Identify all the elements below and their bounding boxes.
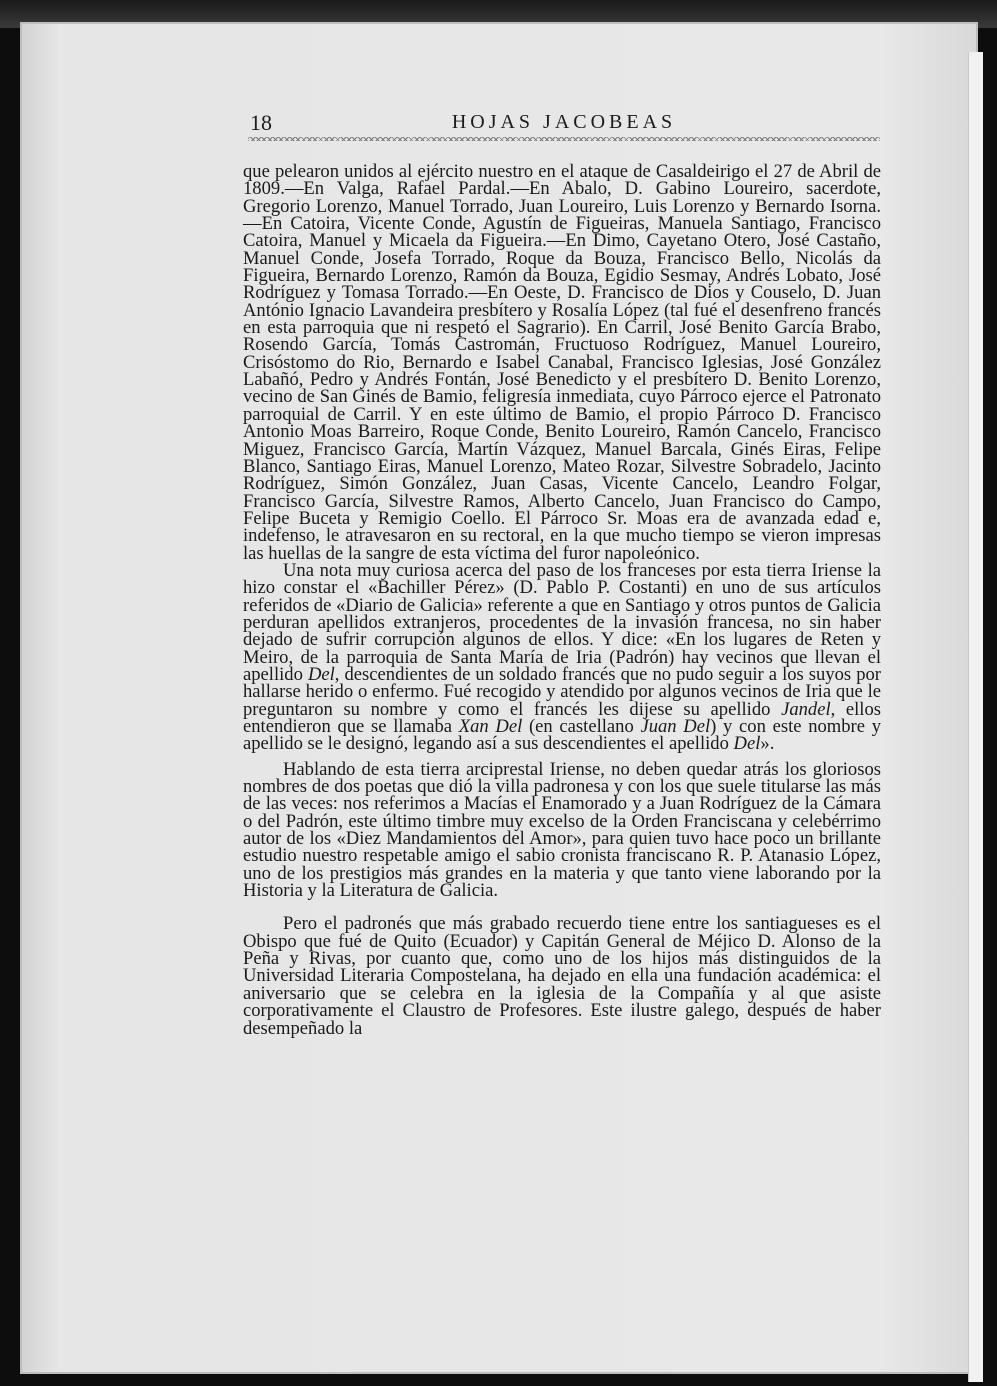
italic-run: Del — [307, 663, 335, 685]
text-run: Una nota muy curiosa acerca del paso de los franceses por esta tierra Iriense la hizo constar el «Bachiller Pérez» (D. Pablo P. Costanti) en uno de sus artículos referidos de «Diario de Galicia» referente a que en Santiago y otros puntos de Galicia perduran apellidos extranjeros, procedentes de la invasión francesa, no sin haber dejado de sufrir corrupción algunos de ellos. Y dice: «En los lugares de Reten y Meiro, de la parroquia de Santa María de Iria (Padrón) hay vecinos que llevan el apellido — [243, 559, 881, 685]
italic-run: Xan Del — [458, 716, 523, 737]
italic-run: Juan Del — [640, 716, 711, 737]
italic-run: Del — [733, 733, 761, 755]
text-run: , descendientes de un soldado francés que no pudo seguir a los suyos por hallarse herido o enfermo. Fué recogido y atendido por algunos vecinos de Iria que le preguntaron su nombre y como el francés les dijese su apellido — [243, 663, 881, 720]
page-header — [248, 110, 880, 136]
text-run: Hablando de esta tierra arciprestal Iriense, no deben quedar atrás los gloriosos nombres de dos poetas que dió la villa padronesa y con los que suele titularse las más de las veces: nos referimos a Macías el Enamorado y a Juan Rodríguez de la Cámara o del Padrón, este último timbre muy excelso de la Orden Franciscana y celebérrimo autor de los «Diez Mandamientos del Amor», para quien tuvo hace poco un brillante estudio nuestro respetable amigo el sabio cronista franciscano R. P. Atanasio López, uno de los prestigios más grandes en la materia y que tanto viene laborando por la Historia y la Literatura de Galicia. — [243, 758, 881, 902]
text-run: que pelearon unidos al ejército nuestro en el ataque de Casaldeirigo el 27 de Abril de 1809.—En Valga, Rafael Pardal.—En Abalo, D. Gabino Loureiro, sacerdote, Gregorio Lorenzo, Manuel Torrado, Juan Loureiro, Luis Lorenzo y Bernardo Isorna.—En Catoira, Vicente Conde, Agustín de Figueiras, Manuela Santiago, Francisco Catoira, Manuel y Micaela da Figueira.—En Dimo, Cayetano Otero, José Castaño, Manuel Conde, Josefa Torrado, Roque da Bouza, Francisco Bello, Nicolás da Figueira, Bernardo Lorenzo, Ramón da Bouza, Egidio Sesmay, Andrés Lobato, José Rodríguez y Tomasa Torrado.—En Oeste, D. Francisco de Dios y Couselo, D. Juan António Ignacio Lavandeira presbítero y Rosalía López (tal fué el desenfreno francés en esta parroquia que ni respetó el Sagrario). En Carril, José Benito García Brabo, Rosendo García, Tomás Castromán, Fructuoso Rodríguez, Manuel Loureiro, Crisóstomo do Rio, Bernardo e Isabel Canabal, Francisco Iglesias, José González Labañó, Pedro y Andrés Fontán, José Benedicto y el presbítero D. Benito Lorenzo, vecino de San Ginés de Bamio, feligresía inmediata, cuyo Párroco ejerce el Patronato parroquial de Carril. Y en este último de Bamio, el propio Párroco D. Francisco Antonio Moas Barreiro, Roque Conde, Benito Loureiro, Ramón Cancelo, Francisco Miguez, Francisco García, Martín Vázquez, Manuel Barcala, Ginés Eiras, Felipe Blanco, Santiago Eiras, Manuel Lorenzo, Mateo Rozar, Silvestre Sobradelo, Jacinto Rodríguez, Simón González, Juan Casas, Vicente Cancelo, Leandro Folgar, Francisco García, Silvestre Ramos, Alberto Cancelo, Juan Francisco do Campo, Felipe Buceta y Remigio Coello. El Párroco Sr. Moas era de avanzada edad e, indefenso, le atravesaron en su rectoral, en la que mucho tiempo se vieron impresas las huellas de la sangre de esta víctima del furor napoleónico. — [243, 161, 881, 564]
paragraph — [243, 559, 882, 755]
paragraph — [243, 163, 881, 562]
paragraph — [243, 758, 881, 902]
italic-run: Jandel — [781, 698, 831, 720]
running-title: HOJAS JACOBEAS — [451, 111, 677, 133]
text-run: Pero el padronés que más grabado recuerdo tiene entre los santiagueses es el Obispo que fué de Quito (Ecuador) y Capitán General de Méjico D. Alonso de la Peña y Rivas, por cuanto que, como uno de los hijos más distinguidos de la Universidad Literaria Compostelana, ha dejado en ella una fundación académica: el aniversario que se celebra en la iglesia de la Compañía y al que asiste corporativamente el Claustro de Profesores. Este ilustre galego, después de haber desempeñado la — [243, 913, 881, 1039]
text-run: , ellos entendieron que se llamaba — [243, 698, 882, 737]
page-edge — [968, 52, 983, 1382]
text-run: ) y con este nombre y apellido se le designó, legando así a sus descendientes el apellido — [243, 716, 881, 755]
text-run: ». — [760, 733, 775, 755]
paragraph — [243, 913, 881, 1039]
decorative-rule — [248, 137, 880, 141]
body-text — [243, 163, 881, 1037]
page-number: 18 — [250, 110, 272, 135]
text-run: (en castellano — [522, 716, 641, 737]
